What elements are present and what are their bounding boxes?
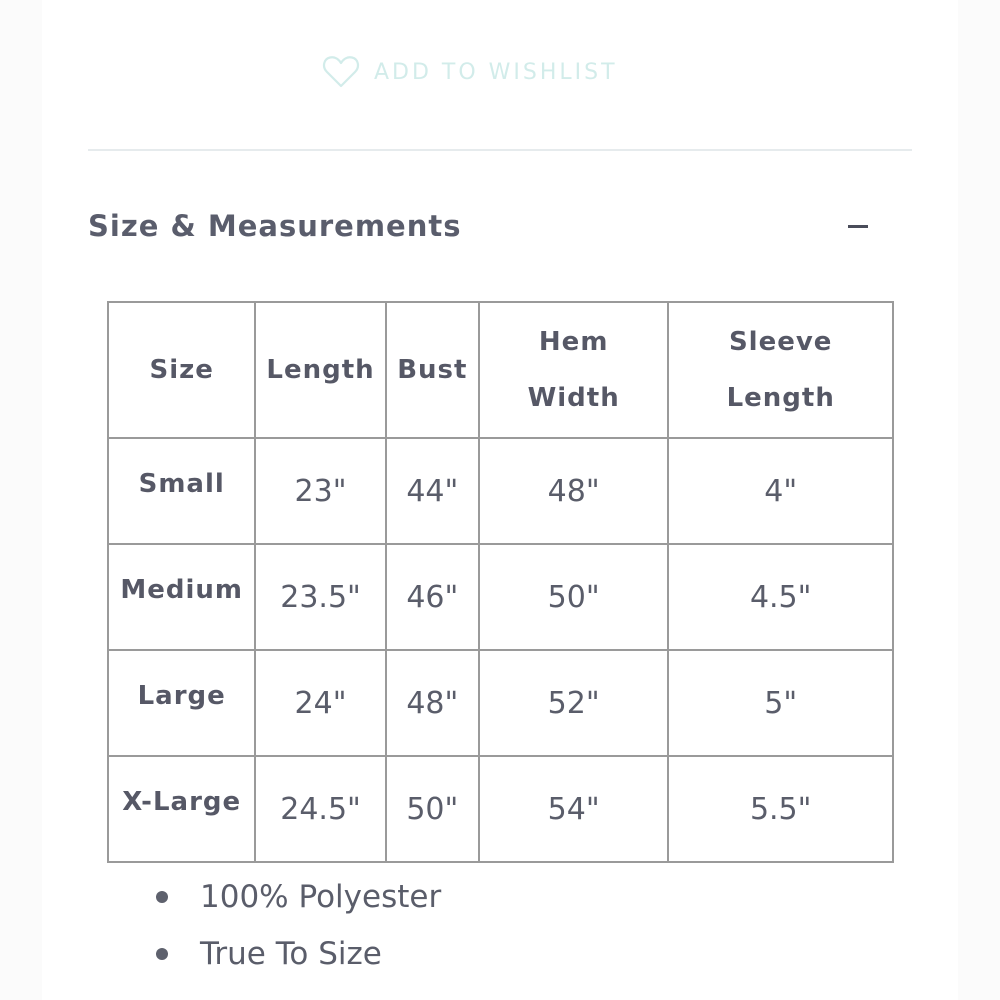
list-item <box>156 868 441 925</box>
header-size: Size <box>108 302 255 438</box>
sleeve-length-cell: 4" <box>668 438 893 544</box>
section-title: Size & Measurements <box>88 209 462 243</box>
hem-width-cell: 48" <box>479 438 668 544</box>
product-features-list <box>156 868 441 982</box>
feature-text: True To Size <box>200 935 382 972</box>
length-cell: 23" <box>255 438 385 544</box>
size-label: Medium <box>108 544 255 650</box>
length-cell: 24.5" <box>255 756 385 862</box>
minus-icon[interactable] <box>848 225 868 228</box>
header-length: Length <box>255 302 385 438</box>
hem-width-cell: 54" <box>479 756 668 862</box>
section-divider <box>88 149 912 151</box>
bust-cell: 50" <box>386 756 479 862</box>
size-chart-table <box>107 301 894 863</box>
wishlist-label: ADD TO WISHLIST <box>374 59 618 85</box>
sleeve-length-cell: 4.5" <box>668 544 893 650</box>
table-header-row <box>108 302 893 438</box>
bullet-icon <box>156 891 168 903</box>
length-cell: 24" <box>255 650 385 756</box>
list-item <box>156 925 441 982</box>
bullet-icon <box>156 948 168 960</box>
table-row <box>108 544 893 650</box>
add-to-wishlist-button[interactable] <box>322 52 618 92</box>
hem-width-cell: 52" <box>479 650 668 756</box>
bust-cell: 48" <box>386 650 479 756</box>
length-cell: 23.5" <box>255 544 385 650</box>
sleeve-length-cell: 5.5" <box>668 756 893 862</box>
product-details-panel <box>42 0 958 1000</box>
table-row <box>108 438 893 544</box>
table-row <box>108 650 893 756</box>
sleeve-length-cell: 5" <box>668 650 893 756</box>
hem-width-cell: 50" <box>479 544 668 650</box>
feature-text: 100% Polyester <box>200 878 442 915</box>
bust-cell: 44" <box>386 438 479 544</box>
size-measurements-accordion-header[interactable] <box>88 196 868 256</box>
header-hem-width: Hem Width <box>479 302 668 438</box>
header-sleeve-length: Sleeve Length <box>668 302 893 438</box>
table-row <box>108 756 893 862</box>
header-bust: Bust <box>386 302 479 438</box>
size-label: X-Large <box>108 756 255 862</box>
size-label: Large <box>108 650 255 756</box>
size-label: Small <box>108 438 255 544</box>
heart-outline-icon <box>322 55 360 89</box>
bust-cell: 46" <box>386 544 479 650</box>
